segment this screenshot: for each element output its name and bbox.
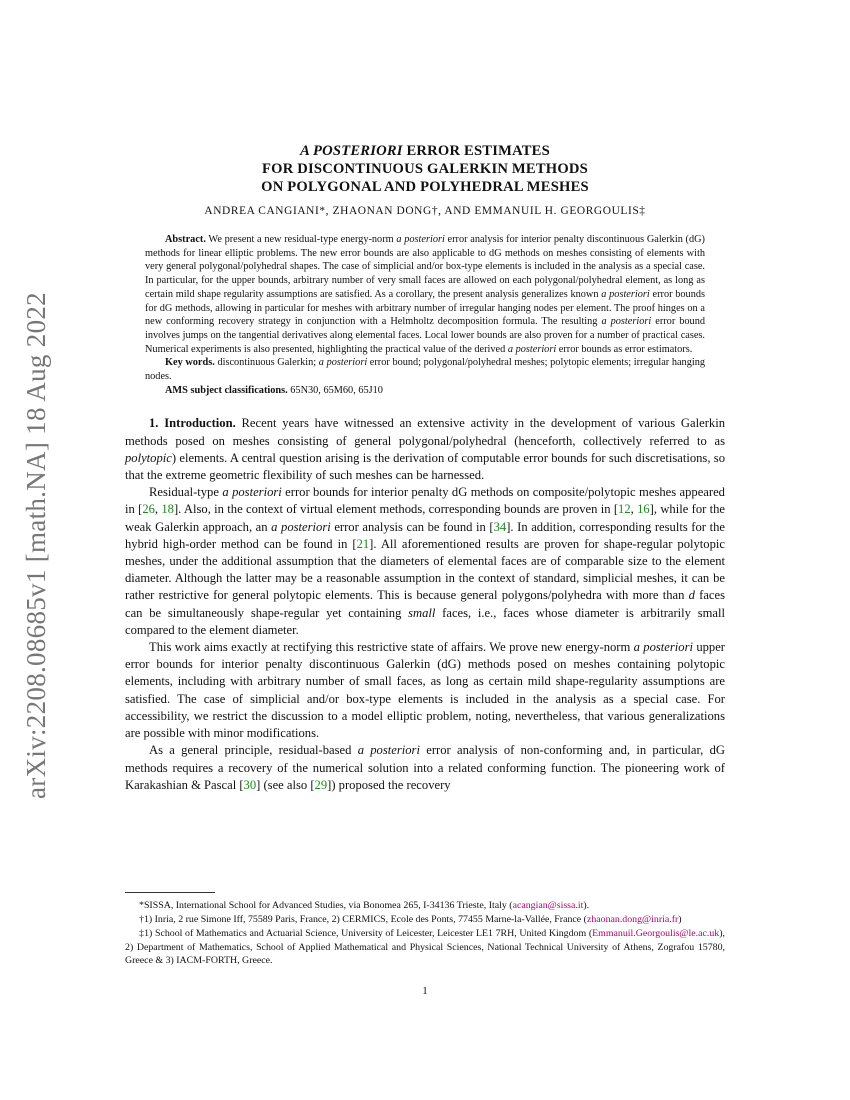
intro-paragraph-1: 1. Introduction. Recent years have witnessed an extensive activity in the development of various Galerkin methods posed on meshes consisting of general polygonal/polyhedral (henceforth, collectively referred to as polytopic) elements. A central question arising is the derivation of computable error bounds for such discretisations, so that the extreme geometric flexibility of such meshes can be harnessed. (125, 416, 725, 483)
intro-paragraph-4: As a general principle, residual-based a posteriori error analysis of non-conforming and, in particular, dG methods requires a recovery of the numerical solution into a related conforming function. The pioneering work of Karakashian & Pascal [30] (see also [29]) proposed the recovery (125, 743, 725, 792)
email-link[interactable]: acangian@sissa.it (512, 900, 584, 911)
footnote-1: *SISSA, International School for Advanced Studies, via Bonomea 265, I-34136 Trieste, Italy (acangian@sissa.it). (139, 900, 590, 911)
email-link[interactable]: Emmanuil.Georgoulis@le.ac.uk (592, 928, 720, 940)
intro-paragraph-3: This work aims exactly at rectifying this restrictive state of affairs. We prove new energy-norm a posteriori upper error bounds for interior penalty discontinuous Galerkin (dG) methods posed on meshes containing polytopic elements, including with arbitrary number of small faces, as long as certain mild shape-regularity assumptions are satisfied. The case of simplicial and/or box-type elements is included in the analysis as a special case. For accessibility, we restrict the discussion to a model elliptic problem, noting, nevertheless, that various generalizations are possible with minor modifications. (125, 640, 725, 741)
footnote-2: †1) Inria, 2 rue Simone Iff, 75589 Paris, France, 2) CERMICS, Ecole des Ponts, 77455 Marne-la-Vallée, France (zhaonan.dong@inria.fr) (139, 914, 682, 926)
citation-link[interactable]: 12 (618, 502, 631, 517)
ams-classifications: AMS subject classifications. 65N30, 65M60, 65J10 (165, 384, 383, 396)
arxiv-id-text: arXiv:2208.08685v1 [math.NA] 18 Aug 2022 (20, 291, 51, 799)
citation-link[interactable]: 34 (493, 519, 507, 534)
citation-link[interactable]: 21 (356, 536, 370, 551)
ams-label: AMS subject classifications. (165, 384, 288, 396)
author-list: ANDREA CANGIANI*, ZHAONAN DONG†, AND EMMANUIL H. GEORGOULIS‡ (204, 205, 646, 217)
title-line3: ON POLYGONAL AND POLYHEDRAL MESHES (261, 179, 589, 195)
section-heading: 1. Introduction. (149, 416, 236, 431)
keywords-label: Key words. (165, 357, 215, 369)
paper-page (125, 140, 725, 794)
paper-title (125, 142, 725, 196)
keywords: Key words. discontinuous Galerkin; a posteriori error bound; polygonal/polyhedral meshes; polytopic elements; irregular hanging nodes. (145, 357, 705, 383)
email-link[interactable]: zhaonan.dong@inria.fr (586, 914, 679, 926)
title-italic: A POSTERIORI (300, 143, 403, 159)
footnote-3: ‡1) School of Mathematics and Actuarial Science, University of Leicester, Leicester LE1 7RH, United Kingdom (Emmanuil.Georgoulis@le.ac.uk), 2) Department of Mathematics, School of Applied Mathematical and Physical Sciences, National Technical University of Athens, Zografou 15780, Greece & 3) IACM-FORTH, Greece. (125, 928, 725, 966)
title-line2: FOR DISCONTINUOUS GALERKIN METHODS (262, 161, 588, 177)
arxiv-identifier (6, 265, 66, 825)
intro-paragraph-2: Residual-type a posteriori error bounds for interior penalty dG methods on composite/polytopic meshes appeared in [26, 18]. Also, in the context of virtual element methods, corresponding bounds are proven in [12, 16], while for the weak Galerkin approach, an a posteriori error analysis can be found in [34]. In addition, corresponding results for the hybrid high-order method can be found in [21]. All aforementioned results are proven for shape-regular polytopic meshes, under the additional assumption that the diameters of elemental faces are of comparable size to the element diameter. Although the latter may be a reasonable assumption in the context of standard, simplicial meshes, it can be rather restrictive for general polytopic elements. This is because general polygons/polyhedra with more than d faces can be simultaneously shape-regular yet containing small faces, i.e., faces whose diameter is arbitrarily small compared to the element diameter. (125, 485, 726, 637)
footnotes (125, 892, 725, 968)
abstract-block (145, 233, 705, 397)
abstract-label: Abstract. (165, 234, 206, 245)
footnote-rule (125, 892, 215, 893)
introduction-section (125, 415, 725, 793)
page-number: 1 (422, 985, 428, 997)
title-line1: ERROR ESTIMATES (402, 143, 550, 159)
citation-link[interactable]: 18 (161, 502, 174, 517)
citation-link[interactable]: 29 (314, 777, 328, 792)
abstract-text: Abstract. We present a new residual-type energy-norm a posteriori error analysis for interior penalty discontinuous Galerkin (dG) methods for linear elliptic problems. The new error bounds are also applicable to dG methods on meshes consisting of elements with very general polygonal/polyhedral shapes. The case of simplicial and/or box-type elements is included in the analysis as a special case. In particular, for the upper bounds, arbitrary number of very small faces are allowed on each polygonal/polyhedral element, as long as certain mild shape regularity assumptions are satisfied. As a corollary, the present analysis generalizes known a posteriori error bounds for dG methods, allowing in particular for meshes with arbitrary number of irregular hanging nodes per element. The proof hinges on a new conforming recovery strategy in conjunction with a Helmholtz decomposition formula. The resulting a posteriori error bound involves jumps on the tangential derivatives along elemental faces. Local lower bounds are also proven for a number of practical cases. Numerical experiments is also presented, highlighting the practical value of the derived a posteriori error bounds as error estimators. (145, 234, 706, 355)
citation-link[interactable]: 16 (637, 502, 650, 517)
citation-link[interactable]: 30 (243, 777, 257, 792)
citation-link[interactable]: 26 (142, 502, 155, 517)
